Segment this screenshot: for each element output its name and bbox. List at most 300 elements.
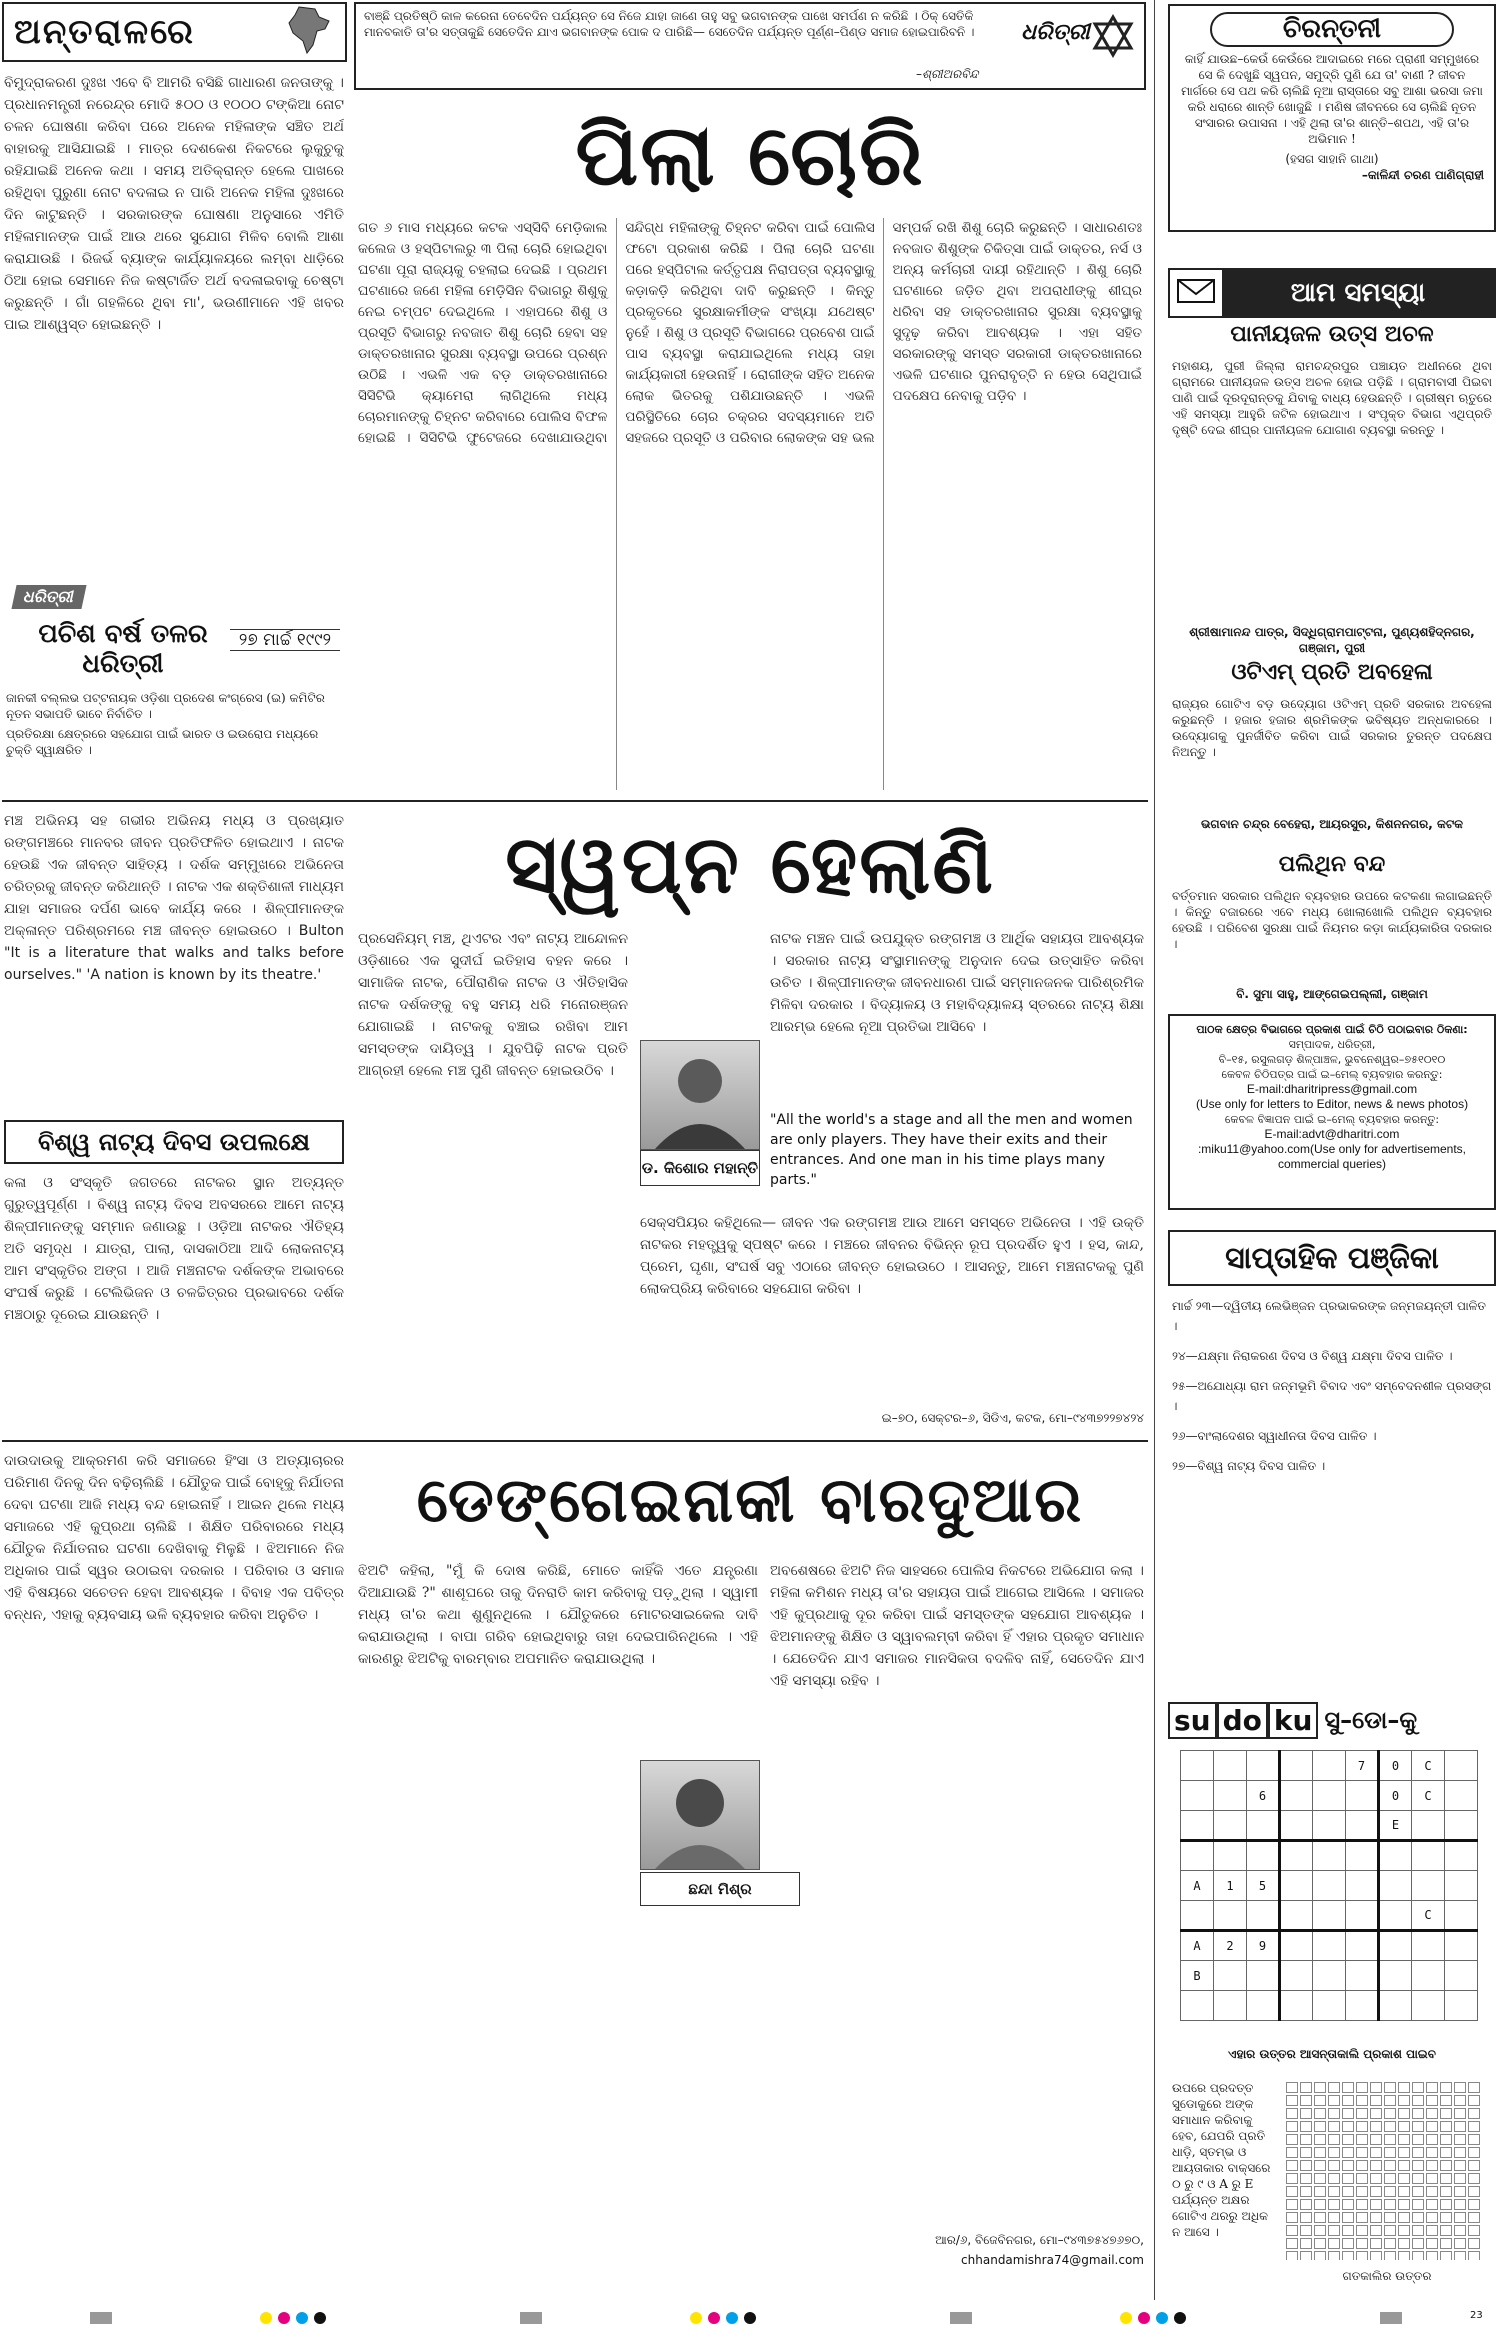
sudoku-cell [1445,1841,1478,1871]
section-title: ଅନ୍ତରାଳରେ [14,12,195,52]
solution-cell [1468,2186,1480,2197]
solution-cell [1314,2238,1326,2249]
contact-email[interactable]: E-mail:dharitripress@gmail.com [1246,1082,1418,1096]
sudoku-cell [1379,1991,1412,2021]
solution-cell [1370,2160,1382,2171]
registration-mark [726,2312,738,2324]
sudoku-solution-table [1284,2080,1482,2260]
feature-label: ଧରିତ୍ରୀ [11,585,86,609]
solution-cell [1286,2199,1298,2210]
quote-text: ବାଞ୍ଛି ପ୍ରତିଷ୍ଠି କାଳ କରେନା ତେବେଦିନ ପର୍ଯ୍ୟନ୍ତ ସେ ନିଜେ ଯାହା ଜାଣେ ତାହୁ ସବୁ ଭଗବାନଙ୍କ ପାଖେ ସମର୍ପଣ ନ କରିଛି । ଠିକ୍ ସେତିକି ମାନବକାତି ତା'ର ସତ୍ତାକୁଛି ସେତେଦିନ ଯାଏ ଭଗବାନଙ୍କ ପୋକ ଦ ପାରିଛି— ସେତେଦିନ ପର୍ଯ୍ୟନ୍ତ ପୂର୍ଣ୍ଣ–ପିଣ୍ଡ ସମାଜ ହୋଇପାରିବନି । [364,9,975,39]
solution-cell [1300,2121,1312,2132]
solution-cell [1300,2134,1312,2145]
solution-cell [1356,2147,1368,2158]
solution-cell [1370,2147,1382,2158]
registration-mark [90,2312,112,2324]
sudoku-cell [1313,1751,1346,1781]
story2-right-text: ନାଟକ ମଞ୍ଚନ ପାଇଁ ଉପଯୁକ୍ତ ରଙ୍ଗମଞ୍ଚ ଓ ଆର୍ଥିକ ସହାୟତା ଆବଶ୍ୟକ । ସରକାର ନାଟ୍ୟ ସଂସ୍ଥାମାନଙ୍କୁ ଅନୁଦାନ ଦେଇ ଉତ୍ସାହିତ କରିବା ଉଚିତ । ଶିଳ୍ପୀମାନଙ୍କ ଜୀବନଧାରଣ ପାଇଁ ସମ୍ମାନଜନକ ପାରିଶ୍ରମିକ ମିଳିବା ଦରକାର । ବିଦ୍ୟାଳୟ ଓ ମହାବିଦ୍ୟାଳୟ ସ୍ତରରେ ନାଟ୍ୟ ଶିକ୍ଷା ଆରମ୍ଭ ହେଲେ ନୂଆ ପ୍ରତିଭା ଆସିବେ । [770,931,1144,1035]
solution-cell [1426,2160,1438,2171]
solution-cell [1342,2173,1354,2184]
solution-cell [1426,2173,1438,2184]
registration-mark [296,2312,308,2324]
solution-cell [1300,2212,1312,2223]
solution-cell [1356,2212,1368,2223]
solution-cell [1454,2251,1466,2260]
sudoku-cell [1247,1961,1280,1991]
sudoku-title-en: su [1168,1702,1217,1739]
story2-right-col-2 [640,1212,1144,1402]
story2-left-col [4,810,344,1110]
contact-line: କେବଳ ବିଜ୍ଞାପନ ପାଇଁ ଇ–ମେଲ୍ ବ୍ୟବହାର କରନ୍ତୁ: [1224,1113,1440,1126]
solution-cell [1342,2134,1354,2145]
solution-cell [1328,2186,1340,2197]
sudoku-cell [1214,1961,1247,1991]
solution-cell [1384,2108,1396,2119]
solution-cell [1468,2251,1480,2260]
solution-cell [1384,2186,1396,2197]
sudoku-cell: 6 [1247,1781,1280,1811]
registration-mark [314,2312,326,2324]
solution-cell [1454,2186,1466,2197]
sudoku-table [1180,1750,1478,2021]
solution-cell [1454,2238,1466,2249]
sudoku-cell [1412,1961,1445,1991]
sudoku-cell [1181,1811,1214,1841]
solution-cell [1370,2082,1382,2093]
story2-left-text: ମଞ୍ଚ ଅଭିନୟ ସହ ଗଭୀର ଅଭିନୟ ମଧ୍ୟ ଓ ପ୍ରଖ୍ୟାତ ରଙ୍ଗମଞ୍ଚରେ ମାନବର ଜୀବନ ପ୍ରତିଫଳିତ ହୋଇଥାଏ । ନାଟକ ହେଉଛି ଏକ ଜୀବନ୍ତ ସାହିତ୍ୟ । ଦର୍ଶକ ସମ୍ମୁଖରେ ଅଭିନେତା ଚରିତ୍ରକୁ ଜୀବନ୍ତ କରିଥାନ୍ତି । ନାଟକ ଏକ ଶକ୍ତିଶାଳୀ ମାଧ୍ୟମ ଯାହା ସମାଜର ଦର୍ପଣ ଭାବେ କାର୍ଯ୍ୟ କରେ । ଶିଳ୍ପୀମାନଙ୍କ ଅକ୍ଳାନ୍ତ ପରିଶ୍ରମରେ ମଞ୍ଚ ଜୀବନ୍ତ ହୋଇଉଠେ । [4,813,344,939]
section-logo [2,2,347,62]
sudoku-cell [1313,1961,1346,1991]
sudoku-title-en: ku [1268,1702,1319,1739]
solution-cell [1342,2121,1354,2132]
sudoku-cell [1214,1901,1247,1931]
contact-email[interactable]: :miku11@yahoo.com(Use only for advertisements, commercial queries) [1197,1142,1467,1171]
sudoku-cell: B [1181,1961,1214,1991]
letter-signature: ବି. ସୁମା ସାହୁ, ଆଙ୍ଗେଇପଲ୍ଲୀ, ଗଞ୍ଜାମ [1236,987,1428,1001]
solution-cell [1314,2212,1326,2223]
solution-cell [1286,2186,1298,2197]
solution-cell [1286,2251,1298,2260]
feature-item: ପ୍ରତିରକ୍ଷା କ୍ଷେତ୍ରରେ ସହଯୋଗ ପାଇଁ ଭାରତ ଓ ଇଉରୋପ ମଧ୍ୟରେ ଚୁକ୍ତି ସ୍ୱାକ୍ଷରିତ । [6,727,319,757]
story3-right-col [770,1560,1144,2220]
almanac-list [1172,1296,1492,1686]
solution-cell [1454,2095,1466,2106]
solution-cell [1440,2238,1452,2249]
solution-cell [1412,2095,1424,2106]
sudoku-header [1168,1698,1496,1742]
solution-cell [1328,2160,1340,2171]
quote-author: –ଶ୍ରୀଅରବିନ୍ଦ [916,67,979,81]
letter-title: ଓଟିଏମ୍ ପ୍ରତି ଅବହେଳା [1231,660,1433,685]
sudoku-cell [1181,1841,1214,1871]
story3-left-text: ଦାଉଦାଉକୁ ଆକ୍ରମଣ କରି ସମାଜରେ ହିଂସା ଓ ଅତ୍ୟାଚାରର ପରିମାଣ ଦିନକୁ ଦିନ ବଢ଼ିଚାଲିଛି । ଯୌତୁକ ପାଇଁ ବୋହୂକୁ ନିର୍ଯାତନା ଦେବା ଘଟଣା ଆଜି ମଧ୍ୟ ବନ୍ଦ ହୋଇନାହିଁ । ଆଇନ ଥିଲେ ମଧ୍ୟ ସମାଜରେ ଏହି କୁପ୍ରଥା ଚାଲିଛି । ଶିକ୍ଷିତ ପରିବାରରେ ମଧ୍ୟ ଯୌତୁକ ନିର୍ଯାତନାର ଘଟଣା ଦେଖିବାକୁ ମିଳୁଛି । ଝିଅମାନେ ନିଜ ଅଧିକାର ପାଇଁ ସ୍ୱର ଉଠାଇବା ଦରକାର । ପରିବାର ଓ ସମାଜ ଏହି ବିଷୟରେ ସଚେତନ ହେବା ଆବଶ୍ୟକ । ବିବାହ ଏକ ପବିତ୍ର ବନ୍ଧନ, ଏହାକୁ ବ୍ୟବସାୟ ଭଳି ବ୍ୟବହାର କରିବା ଅନୁଚିତ । [4,1453,344,1623]
solution-cell [1384,2251,1396,2260]
sudoku-cell [1346,1991,1379,2021]
solution-cell [1384,2238,1396,2249]
solution-cell [1356,2186,1368,2197]
sudoku-cell [1214,1781,1247,1811]
sudoku-cell: E [1379,1811,1412,1841]
sudoku-cell [1412,1991,1445,2021]
solution-cell [1468,2238,1480,2249]
solution-cell [1454,2147,1466,2158]
solution-cell [1300,2238,1312,2249]
solution-cell [1356,2251,1368,2260]
solution-cell [1426,2095,1438,2106]
solution-cell [1314,2082,1326,2093]
solution-cell [1468,2147,1480,2158]
story2-left-col-2 [4,1172,344,1432]
solution-cell [1342,2199,1354,2210]
solution-cell [1370,2238,1382,2249]
solution-cell [1426,2108,1438,2119]
solution-cell [1440,2108,1452,2119]
page-number: 23 [1470,2310,1483,2321]
solution-cell [1398,2238,1410,2249]
story2-mid-col [358,928,628,1432]
solution-cell [1286,2108,1298,2119]
registration-mark [1174,2312,1186,2324]
story2-address: ଇ–୭୦, ସେକ୍ଟର–୬, ସିଡିଏ, କଟକ, ମୋ–୯୪୩୭୨୨୭୪୨୪ [881,1411,1144,1425]
solution-cell [1468,2121,1480,2132]
solution-cell [1384,2212,1396,2223]
author-photo [640,1760,760,1870]
bulton-name: Bulton [298,923,344,939]
solution-cell [1412,2147,1424,2158]
almanac-item: ୨୬—ବାଂଲାଦେଶର ସ୍ୱାଧୀନତା ଦିବସ ପାଳିତ । [1172,1429,1377,1443]
solution-cell [1440,2147,1452,2158]
sudoku-grid [1180,1750,1484,2040]
solution-cell [1314,2134,1326,2145]
story3-right-text: ଅବଶେଷରେ ଝିଅଟି ନିଜ ସାହସରେ ପୋଲିସ ନିକଟରେ ଅଭିଯୋଗ କଲା । ମହିଳା କମିଶନ ମଧ୍ୟ ତା'ର ସହାୟତା ପାଇଁ ଆଗେଇ ଆସିଲେ । ସମାଜର ଏହି କୁପ୍ରଥାକୁ ଦୂର କରିବା ପାଇଁ ସମସ୍ତଙ୍କ ସହଯୋଗ ଆବଶ୍ୟକ । ଝିଅମାନଙ୍କୁ ଶିକ୍ଷିତ ଓ ସ୍ୱାବଲମ୍ବୀ କରିବା ହିଁ ଏହାର ପ୍ରକୃତ ସମାଧାନ । ଯେତେଦିନ ଯାଏ ସମାଜର ମାନସିକତା ବଦଳିବ ନାହିଁ, ସେତେଦିନ ଯାଏ ଏହି ସମସ୍ୟା ରହିବ । [770,1563,1144,1689]
paper-name: ଧରିତ୍ରୀ [1021,20,1090,45]
sudoku-cell [1445,1871,1478,1901]
almanac-item: ୨୫—ଅଯୋଧ୍ୟା ରାମ ଜନ୍ମଭୂମି ବିବାଦ ଏବଂ ସମ୍ବେଦନଶୀଳ ପ୍ରସଙ୍ଗ । [1172,1379,1492,1413]
solution-cell [1398,2160,1410,2171]
sudoku-cell [1379,1961,1412,1991]
solution-cell [1286,2095,1298,2106]
story2-headline: ସ୍ୱପ୍ନ ହେଲାଣି [505,818,995,911]
solution-cell [1370,2186,1382,2197]
solution-cell [1328,2147,1340,2158]
story2-right-text-2: ସେକ୍ସପିୟର କହିଥିଲେ— ଜୀବନ ଏକ ରଙ୍ଗମଞ୍ଚ ଆଉ ଆମେ ସମସ୍ତେ ଅଭିନେତା । ଏହି ଉକ୍ତି ନାଟକର ମହତ୍ତ୍ୱକୁ ସ୍ପଷ୍ଟ କରେ । ମଞ୍ଚରେ ଜୀବନର ବିଭିନ୍ନ ରୂପ ପ୍ରଦର୍ଶିତ ହୁଏ । ହସ, କାନ୍ଦ, ପ୍ରେମ, ଘୃଣା, ସଂଘର୍ଷ ସବୁ ଏଠାରେ ଜୀବନ୍ତ ହୋଇଉଠେ । ଆସନ୍ତୁ, ଆମେ ମଞ୍ଚନାଟକକୁ ପୁଣି ଲୋକପ୍ରିୟ କରିବାରେ ସହଯୋଗ କରିବା । [640,1215,1144,1297]
solution-cell [1398,2147,1410,2158]
sudoku-cell [1445,1901,1478,1931]
solution-cell [1454,2121,1466,2132]
divider [2,1440,1148,1442]
solution-cell [1384,2147,1396,2158]
solution-cell [1286,2121,1298,2132]
registration-mark [520,2312,542,2324]
story2-section-title [4,1120,344,1164]
solution-cell [1440,2121,1452,2132]
solution-cell [1426,2147,1438,2158]
solution-cell [1328,2095,1340,2106]
solution-cell [1356,2121,1368,2132]
solution-cell [1328,2134,1340,2145]
solution-cell [1328,2251,1340,2260]
sudoku-cell [1181,1751,1214,1781]
solution-cell [1370,2173,1382,2184]
sudoku-cell: 0 [1379,1751,1412,1781]
sudoku-title-en: do [1217,1702,1268,1739]
sudoku-cell [1280,1901,1313,1931]
solution-cell [1286,2082,1298,2093]
solution-cell [1412,2238,1424,2249]
story3-email: chhandamishra74@gmail.com [961,2253,1144,2267]
solution-cell [1328,2212,1340,2223]
letter-body: ରାଜ୍ୟର ଗୋଟିଏ ବଡ଼ ଉଦ୍ୟୋଗ ଓଟିଏମ୍ ପ୍ରତି ସରକାର ଅବହେଳା କରୁଛନ୍ତି । ହଜାର ହଜାର ଶ୍ରମିକଙ୍କ ଭବିଷ୍ୟତ ଅନ୍ଧକାରରେ । ଉଦ୍ୟୋଗକୁ ପୁନର୍ଜୀବିତ କରିବା ପାଇଁ ସରକାର ତୁରନ୍ତ ପଦକ୍ଷେପ ନିଅନ୍ତୁ । [1172,697,1492,759]
solution-cell [1370,2212,1382,2223]
sudoku-cell [1214,1841,1247,1871]
solution-cell [1468,2225,1480,2236]
solution-cell [1314,2121,1326,2132]
solution-cell [1468,2160,1480,2171]
solution-cell [1286,2212,1298,2223]
author-name: ଡ. କିଶୋର ମହାନ୍ତି [641,1159,759,1177]
footer-bar [0,2306,1500,2332]
sudoku-cell [1379,1871,1412,1901]
sudoku-cell [1280,1931,1313,1961]
sudoku-cell: 0 [1379,1781,1412,1811]
solution-cell [1384,2082,1396,2093]
solution-cell [1454,2199,1466,2210]
sudoku-cell [1412,1931,1445,1961]
sudoku-cell [1346,1841,1379,1871]
sudoku-cell [1313,1781,1346,1811]
solution-cell [1300,2147,1312,2158]
solution-cell [1454,2134,1466,2145]
solution-cell [1426,2225,1438,2236]
solution-cell [1342,2160,1354,2171]
solution-cell [1370,2134,1382,2145]
solution-cell [1440,2251,1452,2260]
sudoku-cell: 9 [1247,1931,1280,1961]
registration-mark [950,2312,972,2324]
sudoku-cell [1379,1931,1412,1961]
solution-cell [1412,2082,1424,2093]
solution-cell [1426,2186,1438,2197]
solution-cell [1328,2199,1340,2210]
solution-cell [1356,2225,1368,2236]
solution-cell [1440,2134,1452,2145]
solution-cell [1398,2225,1410,2236]
solution-cell [1468,2173,1480,2184]
solution-cell [1468,2082,1480,2093]
solution-cell [1328,2238,1340,2249]
twenty-five-years-ago-box [4,585,344,685]
solution-cell [1300,2173,1312,2184]
sudoku-cell [1412,1811,1445,1841]
sudoku-cell [1280,1841,1313,1871]
sudoku-cell: C [1412,1781,1445,1811]
letter-body: ମହାଶୟ, ପୁରୀ ଜିଲ୍ଲା ରାମଚନ୍ଦ୍ରପୁର ପଞ୍ଚାୟତ ଅଧୀନରେ ଥିବା ଗ୍ରାମରେ ପାନୀୟଜଳ ଉତ୍ସ ଅଚଳ ହୋଇ ପଡ଼ିଛି । ଗ୍ରାମବାସୀ ପିଇବା ପାଣି ପାଇଁ ଦୂରଦୂରାନ୍ତକୁ ଯିବାକୁ ବାଧ୍ୟ ହେଉଛନ୍ତି । ଗ୍ରୀଷ୍ମ ଋତୁରେ ଏହି ସମସ୍ୟା ଆହୁରି ଜଟିଳ ହୋଇଥାଏ । ସଂପୃକ୍ତ ବିଭାଗ ଏଥିପ୍ରତି ଦୃଷ୍ଟି ଦେଇ ଶୀଘ୍ର ପାନୀୟଜଳ ଯୋଗାଣ ବ୍ୟବସ୍ଥା କରନ୍ତୁ । [1172,359,1492,437]
solution-cell [1468,2199,1480,2210]
shakespeare-quote: "All the world's a stage and all the men and women are only players. They have their exits and their entrances. And one man in his time plays many parts." [770,1112,1133,1188]
sudoku-cell [1346,1901,1379,1931]
story1-headline: ପିଲା ଚୋରି [575,106,925,204]
sudoku-cell [1181,1901,1214,1931]
sudoku-cell [1445,1961,1478,1991]
problem-header [1168,268,1496,318]
solution-cell [1412,2121,1424,2132]
solution-cell [1398,2199,1410,2210]
solution-cell [1398,2134,1410,2145]
solution-cell [1356,2095,1368,2106]
english-quote: "It is a literature that walks and talks before ourselves." [4,945,344,983]
left-lead-text: ବିମୁଦ୍ରାକରଣ ଦୁଃଖ ଏବେ ବି ଆମରି ବସିଛି ଗାଧାରଣ ଜନତାଙ୍କୁ । ପ୍ରଧାନମନ୍ତ୍ରୀ ନରେନ୍ଦ୍ର ମୋଦି ୫୦୦ ଓ ୧୦୦୦ ଟଙ୍କିଆ ନୋଟ ଚଳନ ଘୋଷଣା କରିବା ପରେ ଅନେକ ମହିଳାଙ୍କ ସଞ୍ଚିତ ଅର୍ଥ ବାହାରକୁ ଆସିଯାଇଛି । ମାତ୍ର ଦେଶକେଶ ନିକଟରେ ଲୁକୁଚୁକୁ ରହିଯାଇଛି ଅନେକ କଥା । ସମୟ ଅତିକ୍ରାନ୍ତ ହେଲେ ପାଖରେ ରହିଥିବା ପୁରୁଣା ନୋଟ ବଦଳାଇ ନ ପାରି ଅନେକ ମହିଳା ଦୁଃଖରେ ଦିନ କାଟୁଛନ୍ତି । ସରକାରଙ୍କ ଘୋଷଣା ଅନୁସାରେ ଏମିତି ମହିଳାମାନଙ୍କ ପାଇଁ ଆଉ ଥରେ ସୁଯୋଗ ମିଳିବ ବୋଲି ଆଶା କରାଯାଉଛି । ରିଜର୍ଭ ବ୍ୟାଙ୍କ କାର୍ଯ୍ୟାଳୟରେ ଲମ୍ବା ଧାଡ଼ିରେ ଠିଆ ହୋଇ ସେମାନେ ନିଜ କଷ୍ଟାର୍ଜିତ ଅର୍ଥ ବଦଳାଇବାକୁ ଚେଷ୍ଟା କରୁଛନ୍ତି । ଗାଁ ଗହଳିରେ ଥିବା ମା', ଭଉଣୀମାନେ ଏହି ଖବର ପାଇ ଆଶ୍ୱସ୍ତ ହୋଇଛନ୍ତି । [4,75,344,333]
solution-cell [1342,2225,1354,2236]
solution-cell [1342,2082,1354,2093]
solution-cell [1398,2108,1410,2119]
registration-mark [260,2312,272,2324]
sudoku-cell [1214,1991,1247,2021]
sudoku-cell [1247,1811,1280,1841]
left-lead-story [4,72,344,572]
author-photo [640,1040,760,1150]
sudoku-cell [1280,1871,1313,1901]
solution-cell [1300,2160,1312,2171]
solution-cell [1300,2082,1312,2093]
solution-cell [1412,2225,1424,2236]
solution-cell [1370,2251,1382,2260]
solution-cell [1356,2108,1368,2119]
sudoku-cell [1247,1901,1280,1931]
solution-cell [1398,2173,1410,2184]
story1-text: ଗତ ୬ ମାସ ମଧ୍ୟରେ କଟକ ଏସ୍‌ସିବି ମେଡ଼ିକାଲ କଲେଜ ଓ ହସ୍ପିଟାଲରୁ ୩ ପିଲା ଚୋରି ହୋଇଥିବା ଘଟଣା ପୂରା ରାଜ୍ୟକୁ ଚହଲାଇ ଦେଇଛି । ପ୍ରଥମ ଘଟଣାରେ ଜଣେ ମହିଳା ମେଡ଼ିସିନ ବିଭାଗରୁ ଶିଶୁକୁ ନେଇ ଚମ୍ପଟ ଦେଇଥିଲେ । ଏହାପରେ ଶିଶୁ ଓ ପ୍ରସୂତି ବିଭାଗରୁ ନବଜାତ ଶିଶୁ ଚୋରି ହେବା ସହ ଡାକ୍ତରଖାନାର ସୁରକ୍ଷା ବ୍ୟବସ୍ଥା ଉପରେ ପ୍ରଶ୍ନ ଉଠିଛି । ଏଭଳି ଏକ ବଡ଼ ଡାକ୍ତରଖାନାରେ ସିସିଟିଭି କ୍ୟାମେରା ଲାଗିଥିଲେ ମଧ୍ୟ ଚୋରମାନଙ୍କୁ ଚିହ୍ନଟ କରିବାରେ ପୋଲିସ ବିଫଳ ହୋଇଛି । ସିସିଟିଭି ଫୁଟେଜରେ ଦେଖାଯାଉଥିବା ସନ୍ଦିଗ୍ଧ ମହିଳାଙ୍କୁ ଚିହ୍ନଟ କରିବା ପାଇଁ ପୋଲିସ ଫଟୋ ପ୍ରକାଶ କରିଛି । ପିଲା ଚୋରି ଘଟଣା ପରେ ହସ୍ପିଟାଲ କର୍ତ୍ତୃପକ୍ଷ ନିରାପତ୍ତା ବ୍ୟବସ୍ଥାକୁ କଡ଼ାକଡ଼ି କରିଥିବା ଦାବି କରୁଛନ୍ତି । କିନ୍ତୁ ପ୍ରକୃତରେ ସୁରକ୍ଷାକର୍ମୀଙ୍କ ସଂଖ୍ୟା ଯଥେଷ୍ଟ ନୁହେଁ । ଶିଶୁ ଓ ପ୍ରସୂତି ବିଭାଗରେ ପ୍ରବେଶ ପାଇଁ ପାସ ବ୍ୟବସ୍ଥା କରାଯାଇଥିଲେ ମଧ୍ୟ ତାହା କାର୍ଯ୍ୟକାରୀ ହେଉନାହିଁ । ରୋଗୀଙ୍କ ସହିତ ଅନେକ ଲୋକ ଭିତରକୁ ପଶିଯାଉଛନ୍ତି । ଏଭଳି ପରିସ୍ଥିତିରେ ଚୋର ଚକ୍ରର ସଦସ୍ୟମାନେ ଅତି ସହଜରେ ପ୍ରସୂତି ଓ ପରିବାର ଲୋକଙ୍କ ସହ ଭଲ ସମ୍ପର୍କ ରଖି ଶିଶୁ ଚୋରି କରୁଛନ୍ତି । ସାଧାରଣତଃ ନବଜାତ ଶିଶୁଙ୍କ ଚିକିତ୍ସା ପାଇଁ ଡାକ୍ତର, ନର୍ସ ଓ ଅନ୍ୟ କର୍ମଚାରୀ ଦାୟୀ ରହିଥାନ୍ତି । ଶିଶୁ ଚୋରି ଘଟଣାରେ ଜଡ଼ିତ ଥିବା ଅପରାଧୀଙ୍କୁ ଶୀଘ୍ର ଧରିବା ସହ ଡାକ୍ତରଖାନାର ସୁରକ୍ଷା ବ୍ୟବସ୍ଥାକୁ ସୁଦୃଢ଼ କରିବା ଆବଶ୍ୟକ । ଏହା ସହିତ ସରକାରଙ୍କୁ ସମସ୍ତ ସରକାରୀ ଡାକ୍ତରଖାନାରେ ଏଭଳି ଘଟଣାର ପୁନରାବୃତ୍ତି ନ ହେଉ ସେଥିପାଇଁ ପଦକ୍ଷେପ ନେବାକୁ ପଡ଼ିବ । [358,220,1142,446]
solution-cell [1314,2186,1326,2197]
solution-cell [1300,2225,1312,2236]
chirantani-box [1168,4,1496,232]
solution-cell [1398,2186,1410,2197]
sudoku-cell [1313,1931,1346,1961]
contact-email[interactable]: E-mail:advt@dharitri.com [1264,1127,1400,1141]
solution-cell [1314,2108,1326,2119]
sudoku-cell [1313,1811,1346,1841]
solution-cell [1342,2186,1354,2197]
story1-body [358,218,1142,790]
contact-line: କେବଳ ଚିଠିପତ୍ର ପାଇଁ ଇ–ମେଲ୍ ବ୍ୟବହାର କରନ୍ତୁ: [1221,1068,1443,1081]
contact-heading: ପାଠକ କ୍ଷେତ୍ର ବିଭାଗରେ ପ୍ରକାଶ ପାଇଁ ଚିଠି ପଠାଇବାର ଠିକଣା: [1196,1023,1468,1036]
solution-cell [1454,2212,1466,2223]
solution-cell [1384,2199,1396,2210]
divider [2,800,1148,802]
solution-cell [1356,2199,1368,2210]
registration-mark [744,2312,756,2324]
solution-cell [1384,2225,1396,2236]
star-of-david-icon [1091,14,1135,62]
solution-cell [1328,2082,1340,2093]
solution-cell [1384,2134,1396,2145]
solution-cell [1328,2225,1340,2236]
solution-cell [1440,2212,1452,2223]
sudoku-cell [1346,1781,1379,1811]
author-name: ଛନ୍ଦା ମିଶ୍ର [688,1880,752,1898]
solution-cell [1412,2134,1424,2145]
sudoku-cell [1346,1931,1379,1961]
solution-cell [1314,2225,1326,2236]
sudoku-cell [1247,1991,1280,2021]
solution-cell [1314,2173,1326,2184]
solution-cell [1454,2082,1466,2093]
solution-cell [1286,2160,1298,2171]
registration-mark [278,2312,290,2324]
solution-cell [1286,2147,1298,2158]
sudoku-cell [1313,1871,1346,1901]
sudoku-cell [1445,1751,1478,1781]
solution-cell [1412,2160,1424,2171]
solution-cell [1328,2121,1340,2132]
solution-cell [1286,2134,1298,2145]
solution-cell [1412,2173,1424,2184]
sudoku-cell [1214,1811,1247,1841]
story2-mid-text: ପ୍ରସେନିୟମ୍ ମଞ୍ଚ, ଥିଏଟର ଏବଂ ନାଟ୍ୟ ଆନ୍ଦୋଳନ ଓଡ଼ିଶାରେ ଏକ ସୁଦୀର୍ଘ ଇତିହାସ ବହନ କରେ । ସାମାଜିକ ନାଟକ, ପୌରାଣିକ ନାଟକ ଓ ଐତିହାସିକ ନାଟକ ଦର୍ଶକଙ୍କୁ ବହୁ ସମୟ ଧରି ମନୋରଞ୍ଜନ ଯୋଗାଇଛି । ନାଟକକୁ ବଞ୍ଚାଇ ରଖିବା ଆମ ସମସ୍ତଙ୍କ ଦାୟିତ୍ୱ । ଯୁବପିଢ଼ି ନାଟକ ପ୍ରତି ଆଗ୍ରହୀ ହେଲେ ମଞ୍ଚ ପୁଣି ଜୀବନ୍ତ ହୋଇଉଠିବ । [358,931,628,1079]
solution-cell [1440,2160,1452,2171]
solution-cell [1468,2095,1480,2106]
solution-cell [1412,2199,1424,2210]
sudoku-cell [1412,1871,1445,1901]
solution-cell [1356,2134,1368,2145]
sudoku-cell [1445,1931,1478,1961]
sudoku-cell [1280,1991,1313,2021]
sudoku-cell: 2 [1214,1931,1247,1961]
column-rule [1154,0,1155,2300]
solution-cell [1328,2173,1340,2184]
sudoku-note: ଏହାର ଉତ୍ତର ଆସନ୍ତାକାଲି ପ୍ରକାଶ ପାଇବ [1228,2047,1436,2061]
sudoku-cell: A [1181,1931,1214,1961]
sudoku-cell [1346,1871,1379,1901]
solution-cell [1426,2082,1438,2093]
quote-box [354,2,1146,90]
solution-cell [1342,2108,1354,2119]
registration-mark [690,2312,702,2324]
solution-cell [1440,2186,1452,2197]
solution-cell [1300,2108,1312,2119]
contact-box [1168,1014,1496,1210]
english-quote-block [770,1110,1144,1210]
solution-cell [1384,2095,1396,2106]
solution-cell [1468,2108,1480,2119]
sudoku-cell [1313,1991,1346,2021]
registration-mark [1156,2312,1168,2324]
story3-mid-col [358,1560,758,2290]
solution-cell [1356,2082,1368,2093]
english-quote: 'A nation is known by its theatre.' [86,967,322,983]
sudoku-cell [1280,1751,1313,1781]
story2-left-text-2: କଳା ଓ ସଂସ୍କୃତି ଜଗତରେ ନାଟକର ସ୍ଥାନ ଅତ୍ୟନ୍ତ ଗୁରୁତ୍ୱପୂର୍ଣ୍ଣ । ବିଶ୍ୱ ନାଟ୍ୟ ଦିବସ ଅବସରରେ ଆମେ ନାଟ୍ୟ ଶିଳ୍ପୀମାନଙ୍କୁ ସମ୍ମାନ ଜଣାଉଛୁ । ଓଡ଼ିଆ ନାଟକର ଐତିହ୍ୟ ଅତି ସମୃଦ୍ଧ । ଯାତ୍ରା, ପାଲା, ଦାସକାଠିଆ ଆଦି ଲୋକନାଟ୍ୟ ଆମ ସଂସ୍କୃତିର ଅଙ୍ଗ । ଆଜି ମଞ୍ଚନାଟକ ଦର୍ଶକଙ୍କ ଅଭାବରେ ସଂଘର୍ଷ କରୁଛି । ଟେଲିଭିଜନ ଓ ଚଳଚ୍ଚିତ୍ରର ପ୍ରଭାବରେ ଦର୍ଶକ ମଞ୍ଚଠାରୁ ଦୂରେଇ ଯାଉଛନ୍ତି । [4,1175,344,1323]
solution-cell [1370,2121,1382,2132]
letter-body: ବର୍ତ୍ତମାନ ସରକାର ପଲିଥିନ ବ୍ୟବହାର ଉପରେ କଟକଣା ଲଗାଇଛନ୍ତି । କିନ୍ତୁ ବଜାରରେ ଏବେ ମଧ୍ୟ ଖୋଲାଖୋଲି ପଲିଥିନ ବ୍ୟବହାର ହେଉଛି । ପରିବେଶ ସୁରକ୍ଷା ପାଇଁ ନିୟମର କଡ଼ା କାର୍ଯ୍ୟକାରିତା ଦରକାର । [1172,889,1492,951]
solution-cell [1468,2134,1480,2145]
registration-mark [1120,2312,1132,2324]
sudoku-cell [1313,1901,1346,1931]
solution-cell [1370,2108,1382,2119]
sudoku-cell [1412,1841,1445,1871]
letter-signature: ଶ୍ରୀଷାମାନନ୍ଦ ପାତ୍ର, ସିଦ୍ଧିଗ୍ରାମପାଟ୍ଟନା, ପୁଣ୍ୟଶହିଦ୍‌ନଗର, ଗଞ୍ଜାମ, ପୁରୀ [1189,625,1475,655]
solution-cell [1440,2095,1452,2106]
solution-cell [1314,2095,1326,2106]
envelope-icon [1176,276,1216,310]
story3-left-col [4,1450,344,2290]
chirantani-source: (ହସଗ ସାହାନି ଗାଥା) [1285,152,1379,166]
sudoku-cell [1346,1961,1379,1991]
solution-cell [1314,2199,1326,2210]
story3-headline: ଡେଙ୍ଗେଇନାକୀ ବାରଦୁଆର [416,1463,1084,1536]
solution-cell [1384,2173,1396,2184]
chirantani-author: –କାଳିନ୍ଦୀ ଚରଣ ପାଣିଗ୍ରାହୀ [1361,168,1484,182]
sudoku-cell [1280,1811,1313,1841]
solution-cell [1454,2225,1466,2236]
